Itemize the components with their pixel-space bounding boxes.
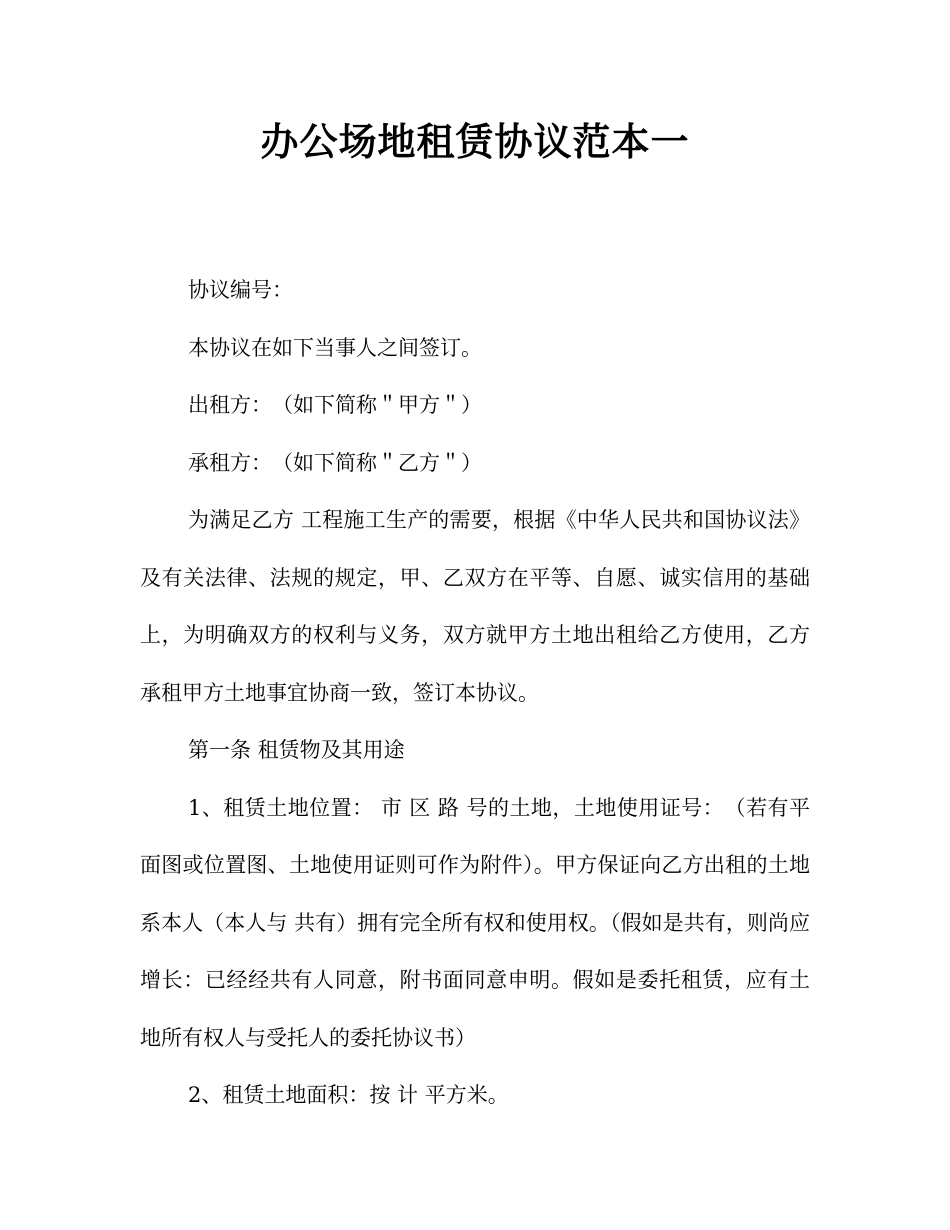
clause-land-location: 1、租赁土地位置： 市 区 路 号的土地，土地使用证号： （若有平面图或位置图、土地使用证则可作为附件）。甲方保证向乙方出租的土地系本人（本人与 共有）拥有完全所有权和使用权。（假如是共有，则尚应增长：已经经共有人同意，附书面同意申明。假如是委托租赁，应有土地所有权人与受托人的委托协议书）: [140, 795, 810, 1050]
article-one-heading: 第一条 租赁物及其用途: [188, 738, 405, 762]
document-title: 办公场地租赁协议范本一: [260, 119, 690, 164]
agreement-number-line: 协议编号：: [188, 278, 293, 302]
clause-land-area: 2、租赁土地面积：按 计 平方米。: [188, 1083, 509, 1107]
parties-intro-line: 本协议在如下当事人之间签订。: [188, 335, 482, 360]
lessee-line: 承租方： （如下简称＂乙方＂）: [188, 450, 482, 475]
preamble-paragraph: 为满足乙方 工程施工生产的需要，根据《中华人民共和国协议法》及有关法律、法规的规定，甲、乙双方在平等、自愿、诚实信用的基础上，为明确双方的权利与义务，双方就甲方土地出租给乙方使用，乙方承租甲方土地事宜协商一致，签订本协议。: [140, 508, 810, 705]
document-body: [140, 262, 810, 1125]
lessor-line: 出租方： （如下简称＂甲方＂）: [188, 393, 482, 417]
